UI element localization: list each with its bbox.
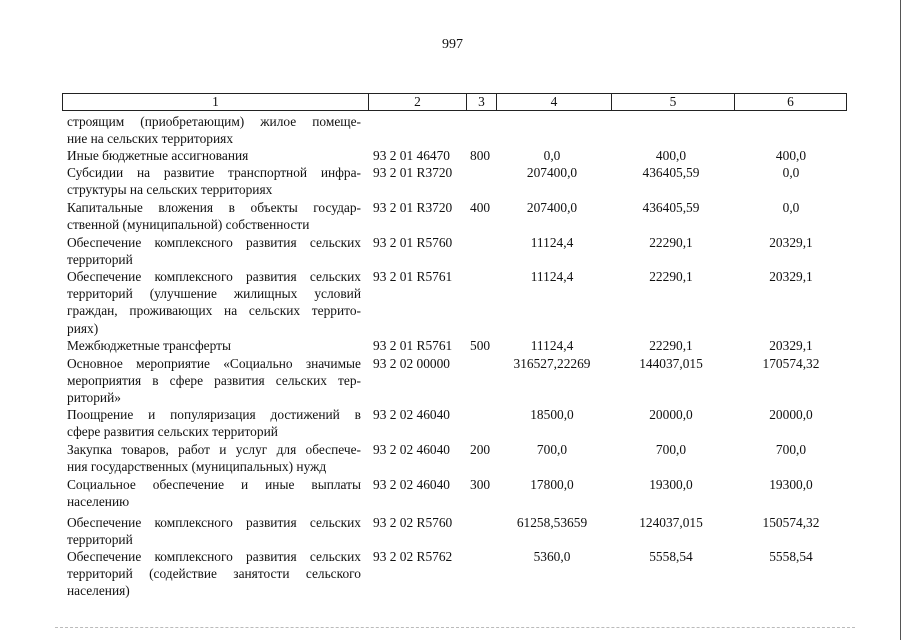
- row-name-line: Межбюджетные трансферты: [67, 338, 231, 353]
- row-name-line: ние на сельских территориях: [67, 131, 234, 147]
- row-expense-type: 200: [470, 442, 491, 457]
- row-name-line: риях): [67, 320, 99, 336]
- row-value-col5: 5558,54: [649, 549, 693, 564]
- row-name: [67, 147, 361, 164]
- row-name: [67, 476, 361, 510]
- row-name: [67, 337, 361, 354]
- row-value-col6: 170574,32: [762, 356, 820, 371]
- row-name: [67, 355, 361, 407]
- row-name-line: Капитальные вложения в объекты государ-: [67, 200, 361, 215]
- row-name: [67, 268, 361, 337]
- row-code: 93 2 01 R5760: [373, 235, 453, 250]
- row-value-col6: 400,0: [775, 148, 807, 163]
- row-value-col4: 316527,22269: [513, 356, 591, 371]
- row-code: 93 2 02 46040: [373, 477, 450, 492]
- row-name-line: Обеспечение комплексного развития сельских: [67, 269, 361, 284]
- row-code: 93 2 01 R5761: [373, 269, 453, 284]
- row-name-line: Поощрение и популяризация достижений в: [67, 407, 361, 422]
- row-code: 93 2 01 R5761: [373, 338, 453, 353]
- row-name-line: населения): [67, 583, 130, 599]
- row-name-line: территорий: [67, 252, 133, 268]
- row-code: 93 2 02 46040: [373, 407, 450, 422]
- row-name: [67, 199, 361, 233]
- row-value-col5: 19300,0: [649, 477, 693, 492]
- page-number: 997: [442, 37, 463, 52]
- page-border: [900, 0, 901, 640]
- row-code: 93 2 02 46040: [373, 442, 450, 457]
- row-value-col6: 20329,1: [769, 269, 813, 284]
- row-name-line: ственной (муниципальной) собственности: [67, 217, 310, 233]
- row-value-col5: 22290,1: [649, 269, 693, 284]
- row-name-line: Обеспечение комплексного развития сельских: [67, 515, 361, 530]
- row-name-line: сфере развития сельских территорий: [67, 424, 278, 440]
- header-cell-2: 2: [368, 93, 467, 111]
- row-name-line: мероприятия в сфере развития сельских тер-: [67, 373, 361, 389]
- row-value-col5: 436405,59: [642, 200, 700, 215]
- row-name: [67, 441, 361, 475]
- row-expense-type: 800: [470, 148, 491, 163]
- row-expense-type: 300: [470, 477, 491, 492]
- row-value-col6: 20329,1: [769, 235, 813, 250]
- row-code: 93 2 02 R5760: [373, 515, 453, 530]
- row-value-col4: 700,0: [536, 442, 568, 457]
- row-value-col6: 20329,1: [769, 338, 813, 353]
- row-code: 93 2 02 R5762: [373, 549, 453, 564]
- row-name: [67, 113, 361, 147]
- row-value-col5: 22290,1: [649, 338, 693, 353]
- row-value-col4: 207400,0: [526, 200, 578, 215]
- row-value-col5: 700,0: [655, 442, 687, 457]
- header-cell-5: 5: [611, 93, 735, 111]
- row-name-line: Основное мероприятие «Социально значимые: [67, 356, 361, 371]
- row-name-line: Обеспечение комплексного развития сельских: [67, 549, 361, 564]
- header-cell-3: 3: [466, 93, 497, 111]
- row-value-col4: 207400,0: [526, 165, 578, 180]
- row-value-col4: 11124,4: [530, 235, 574, 250]
- row-name-line: ния государственных (муниципальных) нужд: [67, 459, 327, 475]
- row-value-col6: 20000,0: [769, 407, 813, 422]
- row-name: [67, 234, 361, 268]
- row-name-line: Иные бюджетные ассигнования: [67, 148, 249, 163]
- row-value-col5: 144037,015: [639, 356, 703, 371]
- row-name-line: Субсидии на развитие транспортной инфра-: [67, 165, 361, 180]
- row-value-col4: 11124,4: [530, 269, 574, 284]
- row-expense-type: 400: [470, 200, 491, 215]
- row-value-col5: 22290,1: [649, 235, 693, 250]
- row-name: [67, 514, 361, 548]
- header-cell-6: 6: [734, 93, 847, 111]
- row-name-line: населению: [67, 494, 130, 510]
- row-value-col6: 5558,54: [769, 549, 813, 564]
- header-cell-1: 1: [62, 93, 369, 111]
- row-name-line: Социальное обеспечение и иные выплаты: [67, 477, 361, 492]
- header-cell-4: 4: [496, 93, 612, 111]
- row-name-line: Обеспечение комплексного развития сельских: [67, 235, 361, 250]
- scan-artifact-line: [55, 627, 855, 628]
- row-code: 93 2 01 R3720: [373, 165, 453, 180]
- row-name-line: риторий»: [67, 390, 121, 406]
- row-value-col4: 18500,0: [530, 407, 574, 422]
- row-name-line: территорий (улучшение жилищных условий: [67, 286, 361, 302]
- row-value-col5: 20000,0: [649, 407, 693, 422]
- row-name: [67, 548, 361, 600]
- row-name: [67, 164, 361, 198]
- row-value-col6: 700,0: [775, 442, 807, 457]
- row-name-line: граждан, проживающих на сельских террито-: [67, 303, 361, 319]
- row-value-col4: 17800,0: [530, 477, 574, 492]
- row-value-col4: 11124,4: [530, 338, 574, 353]
- row-value-col4: 61258,53659: [516, 515, 588, 530]
- row-name: [67, 406, 361, 440]
- row-code: 93 2 01 R3720: [373, 200, 453, 215]
- row-value-col6: 150574,32: [762, 515, 820, 530]
- row-value-col6: 0,0: [782, 200, 800, 215]
- row-expense-type: 500: [470, 338, 491, 353]
- row-name-line: строящим (приобретающим) жилое помеще-: [67, 114, 361, 129]
- row-value-col6: 19300,0: [769, 477, 813, 492]
- row-value-col5: 400,0: [655, 148, 687, 163]
- row-value-col5: 124037,015: [639, 515, 703, 530]
- row-name-line: территорий: [67, 532, 133, 548]
- row-value-col4: 0,0: [543, 148, 561, 163]
- row-code: 93 2 02 00000: [373, 356, 450, 371]
- row-name-line: структуры на сельских территориях: [67, 182, 273, 198]
- row-value-col5: 436405,59: [642, 165, 700, 180]
- row-value-col6: 0,0: [782, 165, 800, 180]
- row-value-col4: 5360,0: [533, 549, 571, 564]
- row-code: 93 2 01 46470: [373, 148, 450, 163]
- row-name-line: Закупка товаров, работ и услуг для обеспече-: [67, 442, 361, 457]
- row-name-line: территорий (содействие занятости сельского: [67, 566, 361, 582]
